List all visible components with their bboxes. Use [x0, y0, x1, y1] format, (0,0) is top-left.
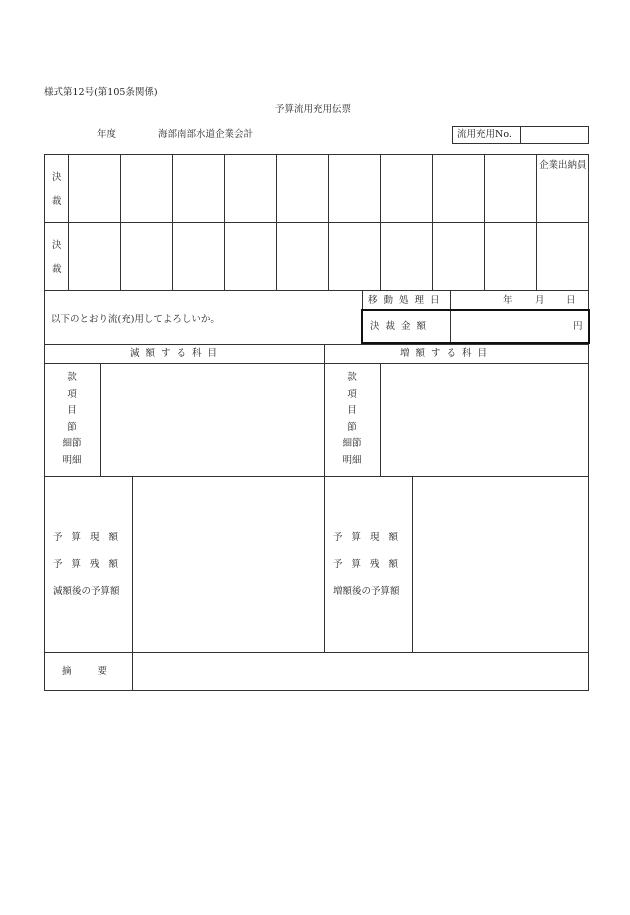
fiscal-year-label: 年度: [97, 129, 117, 140]
approval-row1-char2: 裁: [52, 196, 62, 207]
level-saisetsu: 細節: [62, 438, 82, 449]
approval-row1-char1: 決: [52, 172, 62, 183]
level-saisetsu: 細節: [342, 438, 362, 449]
form-number: 様式第12号(第105条関係): [44, 87, 158, 98]
transfer-date-year: 年: [503, 295, 513, 306]
treasurer-label: 企業出納員: [539, 160, 587, 171]
form-title: 予算流用充用伝票: [275, 104, 352, 115]
level-setsu: 節: [347, 421, 357, 433]
account-levels-increase: [324, 370, 380, 469]
level-meisai: 明細: [342, 454, 362, 466]
budget-remaining-decrease: 予算残額: [53, 559, 128, 570]
budget-remaining-increase: 予算残額: [333, 559, 408, 570]
confirmation-text: 以下のとおり流(充)用してよろしいか。: [51, 314, 220, 325]
transfer-date-day: 日: [566, 295, 576, 306]
transfer-date-month: 月: [535, 295, 545, 306]
level-kan: 款: [67, 372, 77, 383]
budget-current-decrease: 予算現額: [53, 532, 128, 543]
level-moku: 目: [347, 405, 357, 416]
level-meisai: 明細: [62, 454, 82, 466]
summary-field[interactable]: [134, 654, 586, 689]
level-kou: 項: [67, 388, 77, 400]
increase-header: 増額する科目: [400, 348, 494, 359]
approval-row2-char2: 裁: [52, 264, 62, 275]
summary-label: 摘要: [62, 666, 134, 677]
budget-after-increase: 増額後の予算額: [333, 586, 400, 597]
level-kou: 項: [347, 388, 357, 400]
transfer-date-label: 移動処理日: [368, 295, 446, 306]
budget-current-increase: 予算現額: [333, 532, 408, 543]
transfer-no-label: 流用充用No.: [457, 129, 512, 140]
account-levels-decrease: [44, 370, 100, 469]
level-setsu: 節: [67, 421, 77, 433]
budget-after-decrease: 減額後の予算額: [53, 586, 120, 597]
transfer-no-field[interactable]: [524, 129, 584, 141]
form-frame: [44, 154, 589, 691]
enterprise-name: 海部南部水道企業会計: [158, 129, 254, 140]
approval-row2-char1: 決: [52, 240, 62, 251]
level-kan: 款: [347, 372, 357, 383]
approved-amount-unit: 円: [573, 321, 583, 332]
level-moku: 目: [67, 405, 77, 416]
decrease-header: 減額する科目: [130, 348, 224, 359]
approved-amount-label: 決裁金額: [370, 321, 433, 332]
